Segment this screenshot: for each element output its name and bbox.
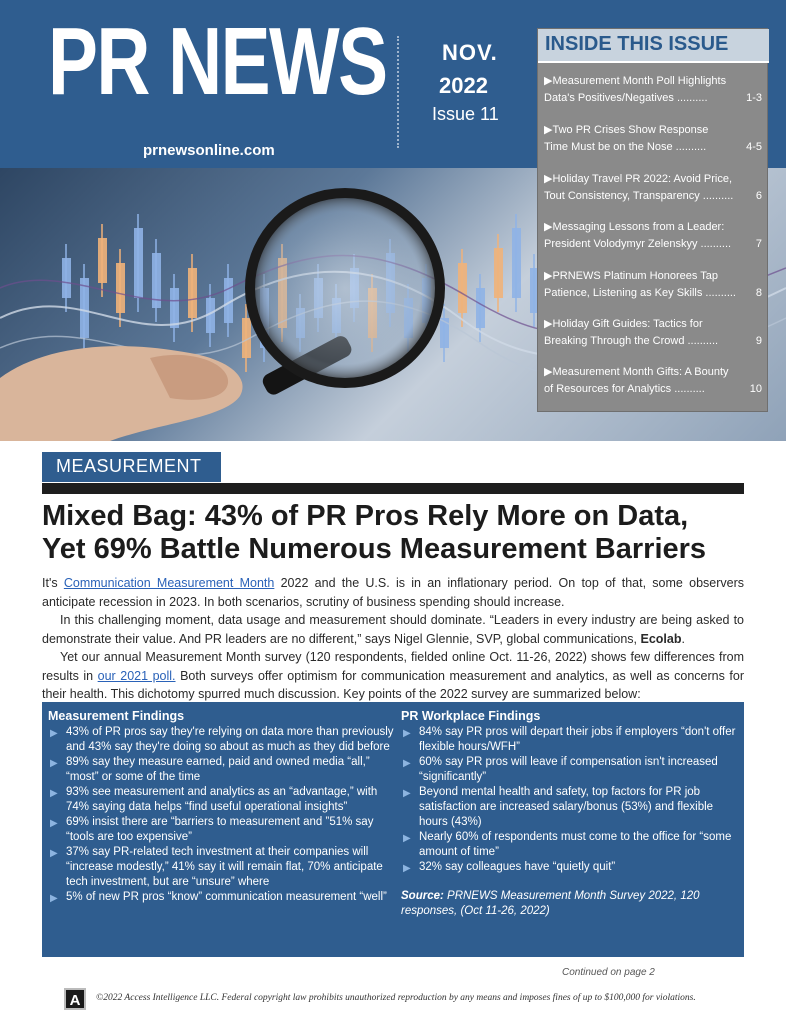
toc-leader-dots: .......... <box>699 190 734 202</box>
finding-text: 84% say PR pros will depart their jobs if employers “don't offer flexible hours/WFH” <box>419 726 736 753</box>
toc-leader-dots: .......... <box>673 92 708 104</box>
toc-leader-dots: .......... <box>684 335 719 347</box>
workplace-findings-heading: PR Workplace Findings <box>401 709 541 723</box>
toc-leader-dots: .......... <box>671 383 705 395</box>
toc-page-number: 7 <box>755 238 762 250</box>
candle-body <box>116 263 125 313</box>
text: In this challenging moment, data usage and measurement should dominate. “Leaders in every industry are being asked to demonstrate their value. And PR leaders are no different,” says Nigel Glennie, SVP, global communications, <box>42 613 744 646</box>
toc-item-subtitle <box>544 236 762 253</box>
candle-body <box>494 248 503 298</box>
toc-page-number: 8 <box>755 287 762 299</box>
finding-item <box>48 890 396 905</box>
candle-body <box>134 228 143 298</box>
toc-item-subtitle <box>544 139 762 156</box>
toc-title: INSIDE THIS ISSUE <box>538 29 769 63</box>
finding-item <box>401 785 736 830</box>
headline-line-1: Mixed Bag: 43% of PR Pros Rely More on Data, <box>42 500 689 532</box>
toc-page-number: 1-3 <box>746 92 762 104</box>
issue-number: Issue 11 <box>432 104 499 124</box>
finding-item <box>48 725 396 755</box>
triangle-bullet-icon: ▶ <box>50 818 58 829</box>
finding-text: 37% say PR-related tech investment at their companies will “increase modestly,” 41% say it will remain flat, 70% anticipate tech investment, but are “unsure” where <box>66 846 383 888</box>
finding-item <box>401 725 736 755</box>
triangle-bullet-icon: ▶ <box>50 788 58 799</box>
candle-body <box>170 288 179 328</box>
toc-page-number: 4-5 <box>746 141 762 153</box>
toc-item-subtitle-text: Breaking Through the Crowd <box>544 335 685 347</box>
magnifier-lens <box>250 193 440 383</box>
toc-item-title: ▶Measurement Month Poll Highlights <box>544 75 727 87</box>
toc-page-number: 10 <box>749 383 762 395</box>
section-rule <box>42 483 744 494</box>
issue-year: 2022 <box>439 73 488 98</box>
finding-text: 43% of PR pros say they're relying on data more than previously and 43% say they're doing so about as much as they did before <box>66 726 394 753</box>
candle-body <box>62 258 71 298</box>
article-headline <box>42 500 762 566</box>
toc-item-subtitle <box>544 381 762 398</box>
toc-item[interactable] <box>544 364 762 398</box>
candle-body <box>98 238 107 283</box>
triangle-bullet-icon: ▶ <box>403 833 411 844</box>
source-note <box>401 889 736 919</box>
toc-leader-dots: .......... <box>702 287 736 299</box>
issue-month: NOV. <box>442 40 498 65</box>
finding-text: 89% say they measure earned, paid and owned media “all,” “most” or some of the time <box>66 756 370 783</box>
copyright-notice: ©2022 Access Intelligence LLC. Federal copyright law prohibits unauthorized reproduction by any means and imposes fines of up to $100,000 for violations. <box>96 993 696 1003</box>
continued-note: Continued on page 2 <box>562 967 655 978</box>
findings-box <box>42 702 744 957</box>
paragraph-1 <box>42 574 744 611</box>
text: . <box>681 631 685 646</box>
communication-measurement-month-link[interactable]: Communication Measurement Month <box>63 576 275 590</box>
candle-body <box>512 228 521 298</box>
toc-leader-dots: .......... <box>697 238 732 250</box>
pr-news-logo: PR NEWS <box>48 8 387 115</box>
toc-page-number: 6 <box>755 190 762 202</box>
finding-item <box>401 860 736 875</box>
finding-text: Beyond mental health and safety, top factors for PR job satisfaction are increased salary/bonus (53%) and flexible hours (43%) <box>419 786 714 828</box>
text: Both surveys offer optimism for communication measurement and analytics, as well as concerns for their health. This dichotomy spurred much discussion. Key points of the 2022 survey are summarized below: <box>42 668 744 701</box>
triangle-bullet-icon: ▶ <box>403 728 411 739</box>
toc-item-subtitle-text: Data's Positives/Negatives <box>544 92 674 104</box>
toc-item[interactable] <box>544 73 762 107</box>
inside-this-issue-box <box>537 28 768 412</box>
toc-item-title: ▶PRNEWS Platinum Honorees Tap <box>544 270 718 282</box>
finding-text: 5% of new PR pros “know” communication measurement “well” <box>66 891 387 903</box>
toc-leader-dots: .......... <box>672 141 707 153</box>
toc-item-subtitle <box>544 285 762 302</box>
finding-item <box>401 755 736 785</box>
source-label: Source: <box>401 890 444 902</box>
toc-item-subtitle <box>544 333 762 350</box>
ecolab-name: Ecolab <box>640 631 682 646</box>
toc-item[interactable] <box>544 268 762 302</box>
toc-item-subtitle <box>544 188 762 205</box>
workplace-findings-column <box>401 709 736 919</box>
finding-item <box>48 845 396 890</box>
finding-item <box>48 755 396 785</box>
finding-text: Nearly 60% of respondents must come to the office for “some amount of time” <box>419 831 732 858</box>
triangle-bullet-icon: ▶ <box>50 728 58 739</box>
candle-body <box>458 263 467 313</box>
triangle-bullet-icon: ▶ <box>50 758 58 769</box>
measurement-findings-list <box>48 725 396 905</box>
triangle-bullet-icon: ▶ <box>403 788 411 799</box>
paragraph-3 <box>42 648 744 704</box>
candle-body <box>476 288 485 328</box>
section-label: MEASUREMENT <box>42 452 221 482</box>
finding-text: 69% insist there are “barriers to measurement and ”51% say “tools are too expensive” <box>66 816 374 843</box>
toc-item-subtitle-text: Tout Consistency, Transparency <box>544 190 700 202</box>
toc-page-number: 9 <box>755 335 762 347</box>
toc-item-subtitle <box>544 90 762 107</box>
measurement-findings-heading: Measurement Findings <box>48 709 185 723</box>
source-text: PRNEWS Measurement Month Survey 2022, 120 responses, (Oct 11-26, 2022) <box>401 890 700 917</box>
text: 2022 and the U.S. is in an inflationary period. On top of that, some observers anticipate recession in 2023. In both scenarios, scrutiny of business spending should increase. <box>42 576 745 609</box>
toc-item-title: ▶Two PR Crises Show Response <box>544 124 709 136</box>
toc-item-subtitle-text: Patience, Listening as Key Skills <box>544 287 703 299</box>
triangle-bullet-icon: ▶ <box>50 848 58 859</box>
toc-item-title: ▶Holiday Gift Guides: Tactics for <box>544 318 703 330</box>
text: It's <box>42 576 64 590</box>
finding-text: 60% say PR pros will leave if compensation isn't increased “significantly” <box>419 756 718 783</box>
masthead-divider <box>397 36 399 148</box>
finding-item <box>48 785 396 815</box>
2021-poll-link[interactable]: our 2021 poll. <box>97 668 176 683</box>
toc-item[interactable] <box>544 171 762 205</box>
site-url[interactable]: prnewsonline.com <box>143 142 275 159</box>
headline-line-2: Yet 69% Battle Numerous Measurement Barriers <box>42 533 707 565</box>
triangle-bullet-icon: ▶ <box>50 893 58 904</box>
toc-item-title: ▶Measurement Month Gifts: A Bounty <box>544 366 729 378</box>
toc-item[interactable] <box>544 219 762 253</box>
toc-item-subtitle-text: President Volodymyr Zelenskyy <box>544 238 698 250</box>
finding-item <box>48 815 396 845</box>
article-body <box>42 574 744 704</box>
workplace-findings-list <box>401 725 736 875</box>
candle-body <box>188 268 197 318</box>
toc-item[interactable] <box>544 122 762 156</box>
measurement-findings-column <box>48 709 396 905</box>
triangle-bullet-icon: ▶ <box>403 758 411 769</box>
toc-item-title: ▶Holiday Travel PR 2022: Avoid Price, <box>544 173 733 185</box>
finding-text: 93% see measurement and analytics as an “advantage,” with 74% saying data helps “find useful operational insights” <box>66 786 378 813</box>
triangle-bullet-icon: ▶ <box>403 863 411 874</box>
toc-item-subtitle-text: Time Must be on the Nose <box>544 141 673 153</box>
toc-item-title: ▶Messaging Lessons from a Leader: <box>544 221 725 233</box>
toc-item[interactable] <box>544 316 762 350</box>
text: Yet our annual Measurement Month survey (120 respondents, fielded online Oct. 11-26, 2022) shows few differences from results in <box>42 650 744 683</box>
finding-text: 32% say colleagues have “quietly quit” <box>419 861 616 873</box>
toc-item-subtitle-text: of Resources for Analytics <box>544 383 672 395</box>
paragraph-2 <box>42 611 744 648</box>
access-intelligence-logo: A <box>64 988 86 1010</box>
finding-item <box>401 830 736 860</box>
